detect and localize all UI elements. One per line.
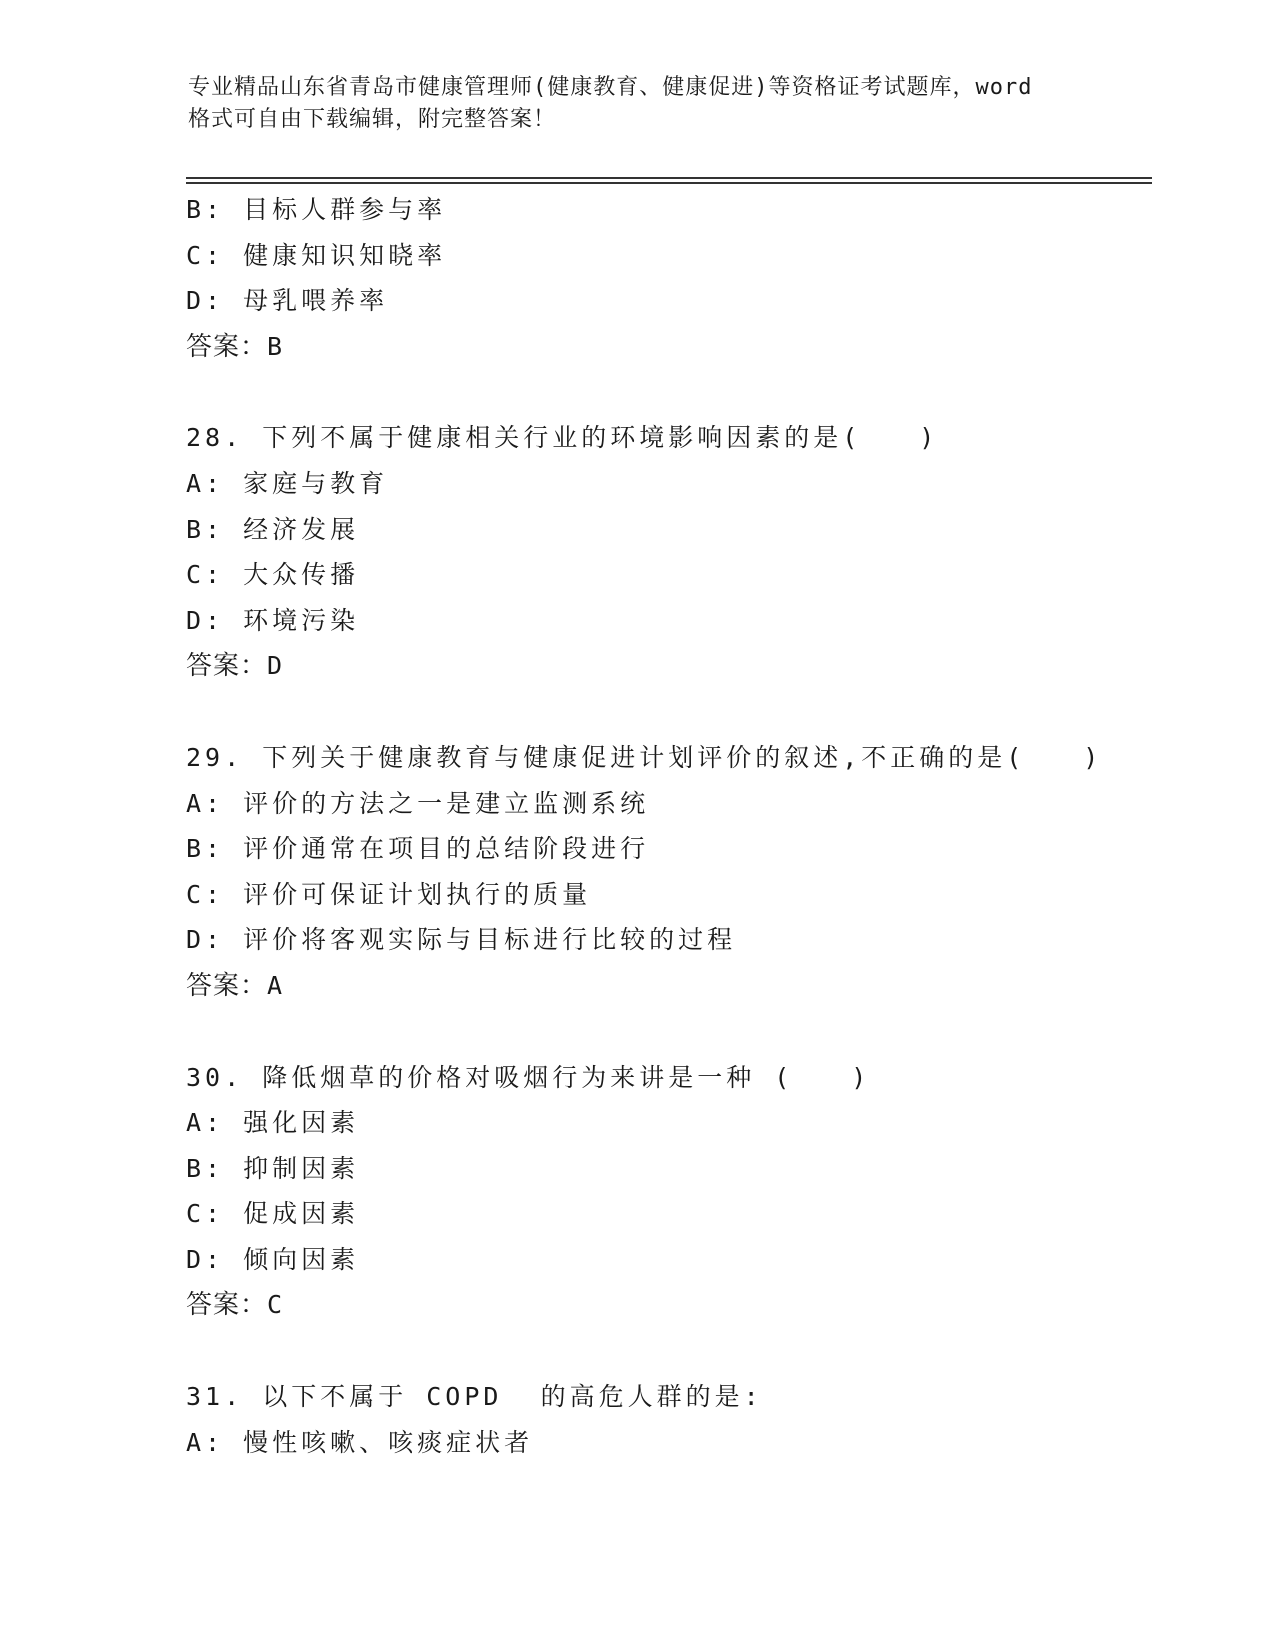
answer <box>186 643 1152 689</box>
option-d: D: 评价将客观实际与目标进行比较的过程 <box>186 925 737 955</box>
header-rule-bottom <box>186 182 1152 184</box>
question-list <box>186 187 1152 1465</box>
option-d: D: 倾向因素 <box>186 1244 360 1274</box>
option-a: A: 强化因素 <box>186 1108 360 1138</box>
option-c: C: 评价可保证计划执行的质量 <box>186 879 592 909</box>
question-stem: 28. 下列不属于健康相关行业的环境影响因素的是( ) <box>186 423 939 453</box>
spacer <box>186 1328 1152 1374</box>
answer-value: C <box>267 1290 284 1320</box>
option-b: B: 经济发展 <box>186 514 360 544</box>
answer-value: B <box>267 331 284 361</box>
spacer <box>186 1009 1152 1055</box>
option-d: D: 母乳喂养率 <box>186 286 389 316</box>
header-line-1: 专业精品山东省青岛市健康管理师(健康教育、健康促进)等资格证考试题库，word <box>188 75 1033 100</box>
question-29 <box>186 735 1152 1009</box>
answer-label: 答案： <box>186 970 268 1001</box>
option-b: B: 目标人群参与率 <box>186 195 447 224</box>
header-rule-top <box>186 177 1152 179</box>
question-28 <box>186 415 1152 689</box>
answer <box>186 324 1152 370</box>
question-31 <box>186 1374 1152 1465</box>
answer-value: A <box>267 970 284 1000</box>
option-b: B: 抑制因素 <box>186 1153 360 1183</box>
answer-label: 答案： <box>186 651 268 682</box>
option-a: A: 家庭与教育 <box>186 468 389 498</box>
answer <box>186 963 1152 1009</box>
answer-label: 答案： <box>186 1290 268 1321</box>
document-header <box>188 72 1088 136</box>
question-stem: 29. 下列关于健康教育与健康促进计划评价的叙述,不正确的是( ) <box>186 742 1103 772</box>
answer-label: 答案： <box>186 331 268 362</box>
question-stem: 31. 以下不属于 COPD 的高危人群的是: <box>186 1382 763 1412</box>
question-stem: 30. 降低烟草的价格对吸烟行为来讲是一种 ( ) <box>186 1062 871 1092</box>
option-c: C: 健康知识知晓率 <box>186 240 447 270</box>
answer <box>186 1282 1152 1328</box>
option-c: C: 促成因素 <box>186 1199 360 1229</box>
spacer <box>186 369 1152 415</box>
question-30 <box>186 1055 1152 1329</box>
header-line-2: 格式可自由下载编辑，附完整答案！ <box>188 107 557 132</box>
option-b: B: 评价通常在项目的总结阶段进行 <box>186 834 650 864</box>
option-a: A: 评价的方法之一是建立监测系统 <box>186 788 650 818</box>
option-a: A: 慢性咳嗽、咳痰症状者 <box>186 1427 534 1457</box>
spacer <box>186 689 1152 735</box>
option-d: D: 环境污染 <box>186 605 360 635</box>
question-27-continued <box>186 187 1152 369</box>
option-c: C: 大众传播 <box>186 560 360 590</box>
answer-value: D <box>267 651 284 681</box>
